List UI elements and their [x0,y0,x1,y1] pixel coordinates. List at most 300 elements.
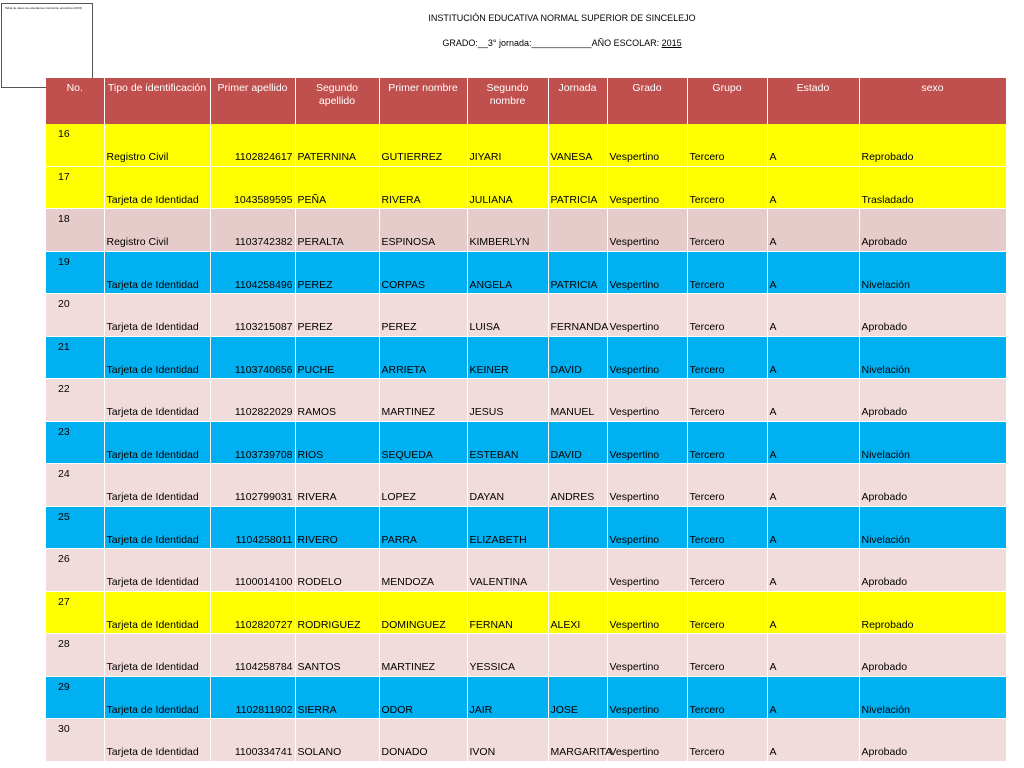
cell-nom1: ELIZABETH [469,533,527,546]
table-cell [295,591,379,634]
table-cell [46,336,104,379]
table-cell [607,166,687,209]
cell-tipo: Registro Civil [106,236,169,248]
table-cell [767,336,859,379]
table-cell [295,676,379,719]
table-cell [46,676,104,719]
column-header: Grupo [687,78,767,124]
table-cell [767,294,859,337]
cell-tipo: Tarjeta de Identidad [106,363,199,376]
column-header: sexo [859,78,1006,124]
table-cell [104,294,210,337]
table-cell [767,209,859,252]
table-cell [467,336,548,379]
cell-id: 1103740656 [234,363,293,376]
table-cell [46,464,104,507]
table-cell [859,676,1006,719]
table-cell [379,166,467,209]
column-header: Segundo apellido [295,78,379,124]
table-cell [104,464,210,507]
table-cell [104,591,210,634]
table-cell [767,421,859,464]
cell-no: 29 [58,680,70,693]
cell-no: 21 [58,340,70,353]
cell-jornada: Vespertino [609,491,660,503]
table-cell [859,549,1006,592]
cell-id: 1104258784 [234,661,293,673]
cell-grupo: A [769,491,777,503]
cell-grupo: A [769,236,777,248]
table-cell [607,464,687,507]
cell-estado: Nivelación [861,363,910,376]
cell-ap2: ODOR [381,703,413,716]
cell-grado: Tercero [689,448,725,461]
table-cell [467,549,548,592]
cell-id: 1100334741 [234,746,293,758]
cell-jornada: Vespertino [609,363,660,376]
table-cell [607,336,687,379]
cell-grupo: A [769,278,777,291]
table-cell [548,251,607,294]
table-cell [548,719,613,762]
cell-jornada: Vespertino [609,278,660,291]
table-row [46,294,1006,337]
table-cell [687,294,767,337]
cell-nom1: JAIR [469,703,493,716]
cell-ap2: ESPINOSA [381,236,436,248]
cell-ap1: PUCHE [297,363,335,376]
table-cell [767,549,859,592]
table-cell [467,124,548,166]
table-cell [379,634,467,677]
table-cell [859,294,1006,337]
table-cell [379,294,467,337]
table-cell [46,506,104,549]
cell-ap2: DOMINGUEZ [381,618,446,631]
cell-id: 1102824617 [234,151,293,163]
table-cell [548,464,607,507]
table-cell [767,591,859,634]
table-row [46,336,1006,379]
table-cell [467,421,548,464]
table-cell [210,634,295,677]
cell-nom2: VANESA [550,151,593,163]
cell-ap1: PERALTA [297,236,344,248]
table-cell [767,166,859,209]
table-cell [379,676,467,719]
cell-jornada: Vespertino [609,661,660,673]
cell-nom2: ALEXI [550,618,581,631]
cell-nom1: FERNAN [469,618,513,631]
cell-grupo: A [769,406,777,418]
cell-grupo: A [769,193,777,206]
table-cell [379,209,467,252]
table-cell [607,251,687,294]
table-cell [607,379,687,422]
table-cell [295,719,379,762]
cell-ap2: PARRA [381,533,417,546]
table-cell [467,634,548,677]
cell-tipo: Registro Civil [106,151,169,163]
table-cell [687,209,767,252]
cell-jornada: Vespertino [609,576,660,588]
table-cell [687,719,767,762]
cell-estado: Reprobado [861,618,914,631]
school-year: 2015 [661,38,682,48]
column-header: Primer apellido [210,78,295,124]
table-row [46,634,1006,677]
table-cell [210,676,295,719]
table-cell [467,209,548,252]
cell-jornada: Vespertino [609,618,660,631]
table-cell [548,591,607,634]
cell-ap2: MENDOZA [381,576,434,588]
table-cell [687,421,767,464]
cell-id: 1100014100 [234,576,293,588]
table-row [46,464,1006,507]
table-cell [548,676,607,719]
cell-ap2: ARRIETA [381,363,427,376]
cell-ap1: RODRIGUEZ [297,618,361,631]
cell-grupo: A [769,618,777,631]
cell-nom1: KEINER [469,363,509,376]
cell-ap1: SIERRA [297,703,337,716]
cell-nom1: YESSICA [469,661,516,673]
cell-ap1: PEÑA [297,193,327,206]
table-cell [379,124,467,166]
column-header: Jornada [548,78,607,124]
table-cell [467,379,548,422]
cell-ap1: RODELO [297,576,342,588]
table-cell [767,464,859,507]
column-header: No. [46,78,104,124]
cell-grado: Tercero [689,151,725,163]
table-cell [859,209,1006,252]
cell-nom2: ANDRES [550,491,595,503]
table-cell [467,676,548,719]
table-row [46,379,1006,422]
table-cell [379,251,467,294]
cell-no: 22 [58,383,70,395]
table-cell [104,124,210,166]
table-row [46,124,1006,166]
cell-ap1: RAMOS [297,406,337,418]
cell-nom2: PATRICIA [550,193,598,206]
table-cell [548,124,607,166]
cell-grupo: A [769,321,777,333]
table-cell [104,634,210,677]
cell-jornada: Vespertino [609,193,660,206]
cell-id: 1102822029 [234,406,293,418]
cell-nom1: ESTEBAN [469,448,519,461]
table-cell [295,336,379,379]
table-cell [607,124,687,166]
cell-nom2: DAVID [550,363,582,376]
table-cell [46,166,104,209]
table-cell [210,336,295,379]
table-cell [46,294,104,337]
table-cell [767,676,859,719]
cell-grupo: A [769,151,777,163]
table-row [46,591,1006,634]
cell-ap1: SOLANO [297,746,342,758]
table-cell [295,421,379,464]
table-cell [859,719,1006,762]
cell-nom2: FERNANDA [550,321,609,333]
cell-nom1: IVON [469,746,496,758]
cell-estado: Trasladado [861,193,914,206]
cell-grado: Tercero [689,236,725,248]
cell-nom1: LUISA [469,321,500,333]
cell-ap2: MARTINEZ [381,406,435,418]
cell-tipo: Tarjeta de Identidad [106,661,199,673]
table-cell [467,506,548,549]
table-cell [210,166,295,209]
cell-grado: Tercero [689,618,725,631]
cell-ap2: DONADO [381,746,428,758]
table-cell [607,549,687,592]
table-cell [607,209,687,252]
cell-tipo: Tarjeta de Identidad [106,193,199,206]
table-cell [548,166,607,209]
cell-estado: Aprobado [861,321,908,333]
table-cell [295,124,379,166]
table-row [46,421,1006,464]
logo-caption: Tabla de datos de estudiantes institución educativa (2015) [5,6,83,10]
table-cell [46,124,104,166]
roster-body [46,124,1006,761]
table-cell [687,251,767,294]
cell-grado: Tercero [689,703,725,716]
cell-ap1: SANTOS [297,661,341,673]
cell-ap2: LOPEZ [381,491,416,503]
table-cell [859,166,1006,209]
cell-tipo: Tarjeta de Identidad [106,618,199,631]
table-cell [607,634,687,677]
cell-tipo: Tarjeta de Identidad [106,576,199,588]
cell-grupo: A [769,533,777,546]
cell-grupo: A [769,363,777,376]
table-cell [548,379,607,422]
table-cell [548,421,607,464]
table-cell [859,421,1006,464]
cell-no: 17 [58,170,70,183]
cell-grupo: A [769,576,777,588]
table-cell [548,634,607,677]
cell-jornada: Vespertino [609,236,660,248]
table-cell [210,294,295,337]
cell-nom2: PATRICIA [550,278,598,291]
column-header: Primer nombre [379,78,467,124]
table-cell [687,379,767,422]
table-cell [104,379,210,422]
cell-grado: Tercero [689,363,725,376]
cell-estado: Nivelación [861,533,910,546]
cell-tipo: Tarjeta de Identidad [106,703,199,716]
cell-grado: Tercero [689,193,725,206]
cell-grado: Tercero [689,746,725,758]
cell-no: 27 [58,595,70,608]
table-cell [767,719,859,762]
table-cell [467,719,548,762]
table-cell [379,549,467,592]
cell-ap2: MARTINEZ [381,661,435,673]
table-cell [467,591,548,634]
cell-id: 1103215087 [234,321,293,333]
cell-nom2: JOSE [550,703,578,716]
institution-title: INSTITUCIÓN EDUCATIVA NORMAL SUPERIOR DE SINCELEJO [428,13,696,23]
cell-no: 30 [58,723,70,735]
cell-nom1: DAYAN [469,491,505,503]
cell-grado: Tercero [689,576,725,588]
table-cell [210,251,295,294]
table-row [46,676,1006,719]
table-cell [379,421,467,464]
cell-jornada: Vespertino [609,406,660,418]
table-cell [295,634,379,677]
grado-line [0,38,1024,48]
table-cell [104,676,210,719]
cell-grado: Tercero [689,491,725,503]
cell-no: 20 [58,298,70,310]
cell-ap2: RIVERA [381,193,421,206]
table-cell [548,549,607,592]
cell-nom1: JESUS [469,406,504,418]
table-cell [295,209,379,252]
table-row [46,166,1006,209]
cell-ap1: PEREZ [297,321,333,333]
cell-tipo: Tarjeta de Identidad [106,746,199,758]
table-row [46,719,1006,762]
table-cell [379,591,467,634]
cell-id: 1104258496 [234,278,293,291]
table-cell [767,506,859,549]
table-cell [767,634,859,677]
table-cell [607,506,687,549]
cell-no: 24 [58,468,70,480]
cell-id: 1103742382 [234,236,293,248]
cell-jornada: Vespertino [609,321,660,333]
table-cell [210,421,295,464]
table-cell [46,549,104,592]
cell-grado: Tercero [689,406,725,418]
cell-nom2: MANUEL [550,406,595,418]
cell-tipo: Tarjeta de Identidad [106,491,199,503]
table-cell [104,506,210,549]
table-cell [295,251,379,294]
cell-grado: Tercero [689,533,725,546]
table-cell [46,634,104,677]
cell-grado: Tercero [689,278,725,291]
table-cell [607,719,687,762]
table-row [46,506,1006,549]
column-header: Grado [607,78,687,124]
cell-ap2: GUTIERREZ [381,151,443,163]
table-cell [548,209,607,252]
cell-estado: Aprobado [861,661,908,673]
table-cell [46,251,104,294]
cell-no: 25 [58,510,70,523]
cell-grupo: A [769,448,777,461]
cell-ap1: RIOS [297,448,324,461]
cell-jornada: Vespertino [609,746,660,758]
table-cell [210,549,295,592]
cell-ap2: CORPAS [381,278,426,291]
cell-id: 1103739708 [234,448,293,461]
cell-grupo: A [769,661,777,673]
cell-estado: Nivelación [861,703,910,716]
cell-no: 28 [58,638,70,650]
table-cell [859,379,1006,422]
table-cell [687,336,767,379]
cell-nom2: DAVID [550,448,582,461]
table-cell [767,379,859,422]
cell-estado: Aprobado [861,576,908,588]
cell-ap1: RIVERA [297,491,337,503]
cell-no: 23 [58,425,70,438]
table-cell [210,124,295,166]
table-cell [104,421,210,464]
cell-ap1: PEREZ [297,278,333,291]
cell-ap2: PEREZ [381,321,417,333]
table-cell [210,506,295,549]
table-cell [687,464,767,507]
table-cell [295,549,379,592]
column-header: Tipo de identificación [104,78,210,124]
column-header: Segundo nombre [467,78,548,124]
table-cell [104,549,210,592]
table-cell [548,506,607,549]
table-cell [607,676,687,719]
cell-jornada: Vespertino [609,448,660,461]
table-cell [295,506,379,549]
cell-no: 19 [58,255,70,268]
cell-nom1: ANGELA [469,278,513,291]
header-row [46,78,1006,124]
cell-nom1: JULIANA [469,193,513,206]
cell-grado: Tercero [689,321,725,333]
table-cell [210,591,295,634]
cell-ap1: PATERNINA [297,151,357,163]
table-cell [467,294,548,337]
table-cell [210,464,295,507]
cell-nom1: JIYARI [469,151,502,163]
cell-ap1: RIVERO [297,533,338,546]
cell-grado: Tercero [689,661,725,673]
table-cell [210,379,295,422]
cell-tipo: Tarjeta de Identidad [106,278,199,291]
table-cell [687,676,767,719]
table-cell [46,719,104,762]
cell-estado: Aprobado [861,236,908,248]
cell-estado: Aprobado [861,746,908,758]
table-cell [859,506,1006,549]
table-cell [46,379,104,422]
table-cell [859,634,1006,677]
table-row [46,209,1006,252]
cell-no: 18 [58,213,70,225]
cell-jornada: Vespertino [609,533,660,546]
cell-id: 1043589595 [234,193,293,206]
cell-estado: Aprobado [861,406,908,418]
table-cell [467,464,548,507]
cell-id: 1104258011 [235,533,293,546]
cell-tipo: Tarjeta de Identidad [106,448,199,461]
table-cell [859,336,1006,379]
cell-ap2: SEQUEDA [381,448,433,461]
table-cell [379,719,467,762]
cell-no: 26 [58,553,70,565]
